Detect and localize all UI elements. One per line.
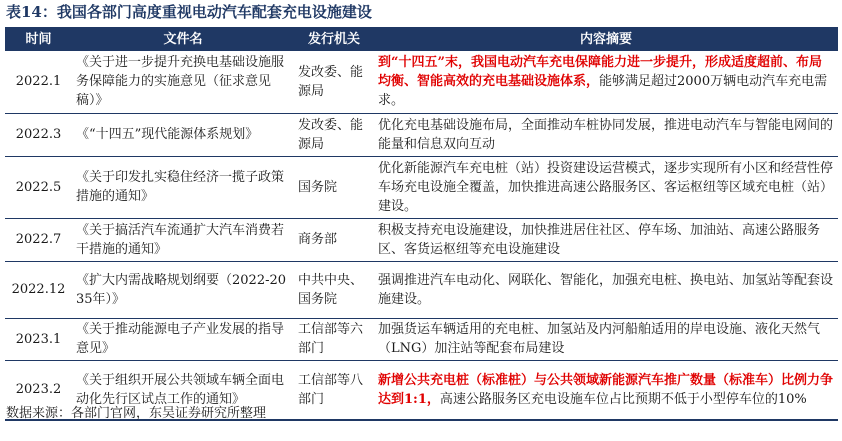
- cell-time: 2022.12: [5, 261, 72, 318]
- cell-doc: 《关于搞活汽车流通扩大汽车消费若干措施的通知》: [72, 218, 294, 261]
- cell-doc: 《关于组织开展公共领域车辆全面电动化先行区试点工作的通知》: [72, 360, 294, 420]
- cell-doc: 《扩大内需战略规划纲要（2022-2035年）》: [72, 261, 294, 318]
- cell-issuer: 工信部等六部门: [294, 318, 374, 360]
- cell-doc: 《“十四五”现代能源体系规划》: [72, 113, 294, 156]
- table-header-row: [5, 27, 838, 51]
- table-row: [5, 261, 838, 318]
- cell-issuer: 工信部等八部门: [294, 360, 374, 420]
- cell-doc: 《关于推动能源电子产业发展的指导意见》: [72, 318, 294, 360]
- cell-summary: [374, 51, 838, 113]
- cell-summary: [374, 113, 838, 156]
- summary-text: 高速公路服务区充电设施车位占比预期不低于小型停车位的10%: [439, 391, 807, 407]
- summary-highlight: 新增公共充电桩（标准桩）与公共领域新能源汽车推广数量（标准车）比例力争达到1:1，: [378, 372, 834, 407]
- source-note: 数据来源：各部门官网，东吴证券研究所整理: [6, 406, 267, 421]
- cell-summary: [374, 261, 838, 318]
- header-doc: 文件名: [72, 27, 294, 51]
- cell-doc: 《关于印发扎实稳住经济一揽子政策措施的通知》: [72, 156, 294, 218]
- table-row: [5, 113, 838, 156]
- summary-text: 强调推进汽车电动化、网联化、智能化，加强充电桩、换电站、加氢站等配套设施建设。: [378, 272, 834, 307]
- cell-time: 2022.1: [5, 51, 72, 113]
- summary-highlight: 到“十四五”末，我国电动汽车充电保障能力进一步提升，形成适度超前、布局均衡、智能高效的充电基础设施体系，: [378, 55, 822, 90]
- cell-time: 2022.3: [5, 113, 72, 156]
- cell-issuer: 发改委、能源局: [294, 113, 374, 156]
- summary-text: 优化充电基础设施布局，全面推动车桩协同发展，推进电动汽车与智能电网间的能量和信息双向互动: [378, 117, 834, 152]
- cell-time: 2022.5: [5, 156, 72, 218]
- summary-text: 能够满足超过2000万辆电动汽车充电需求。: [378, 74, 828, 109]
- cell-summary: [374, 318, 838, 360]
- cell-issuer: 商务部: [294, 218, 374, 261]
- cell-issuer: 发改委、能源局: [294, 51, 374, 113]
- cell-summary: [374, 218, 838, 261]
- table-row: [5, 218, 838, 261]
- table-title: 表14：我国各部门高度重视电动汽车配套充电设施建设: [6, 3, 372, 21]
- policy-table: [5, 27, 838, 421]
- cell-summary: [374, 156, 838, 218]
- cell-time: 2023.2: [5, 360, 72, 420]
- header-summary: 内容摘要: [374, 27, 838, 51]
- cell-time: 2022.7: [5, 218, 72, 261]
- cell-doc: 《关于进一步提升充换电基础设施服务保障能力的实施意见（征求意见稿）》: [72, 51, 294, 113]
- summary-text: 加强货运车辆适用的充电桩、加氢站及内河船舶适用的岸电设施、液化天然气（LNG）加注站等配套布局建设: [378, 322, 821, 356]
- cell-issuer: 中共中央、国务院: [294, 261, 374, 318]
- summary-text: 优化新能源汽车充电桩（站）投资建设运营模式，逐步实现所有小区和经营性停车场充电设施全覆盖，加快推进高速公路服务区、客运枢纽等区域充电桩（站）建设。: [378, 160, 834, 214]
- cell-issuer: 国务院: [294, 156, 374, 218]
- header-issuer: 发行机关: [294, 27, 374, 51]
- cell-summary: [374, 360, 838, 420]
- table-row: [5, 51, 838, 113]
- table-row: [5, 156, 838, 218]
- cell-time: 2023.1: [5, 318, 72, 360]
- table-row: [5, 318, 838, 360]
- summary-text: 积极支持充电设施建设，加快推进居住社区、停车场、加油站、高速公路服务区、客货运枢纽等充电设施建设: [378, 222, 821, 257]
- header-time: 时间: [5, 27, 72, 51]
